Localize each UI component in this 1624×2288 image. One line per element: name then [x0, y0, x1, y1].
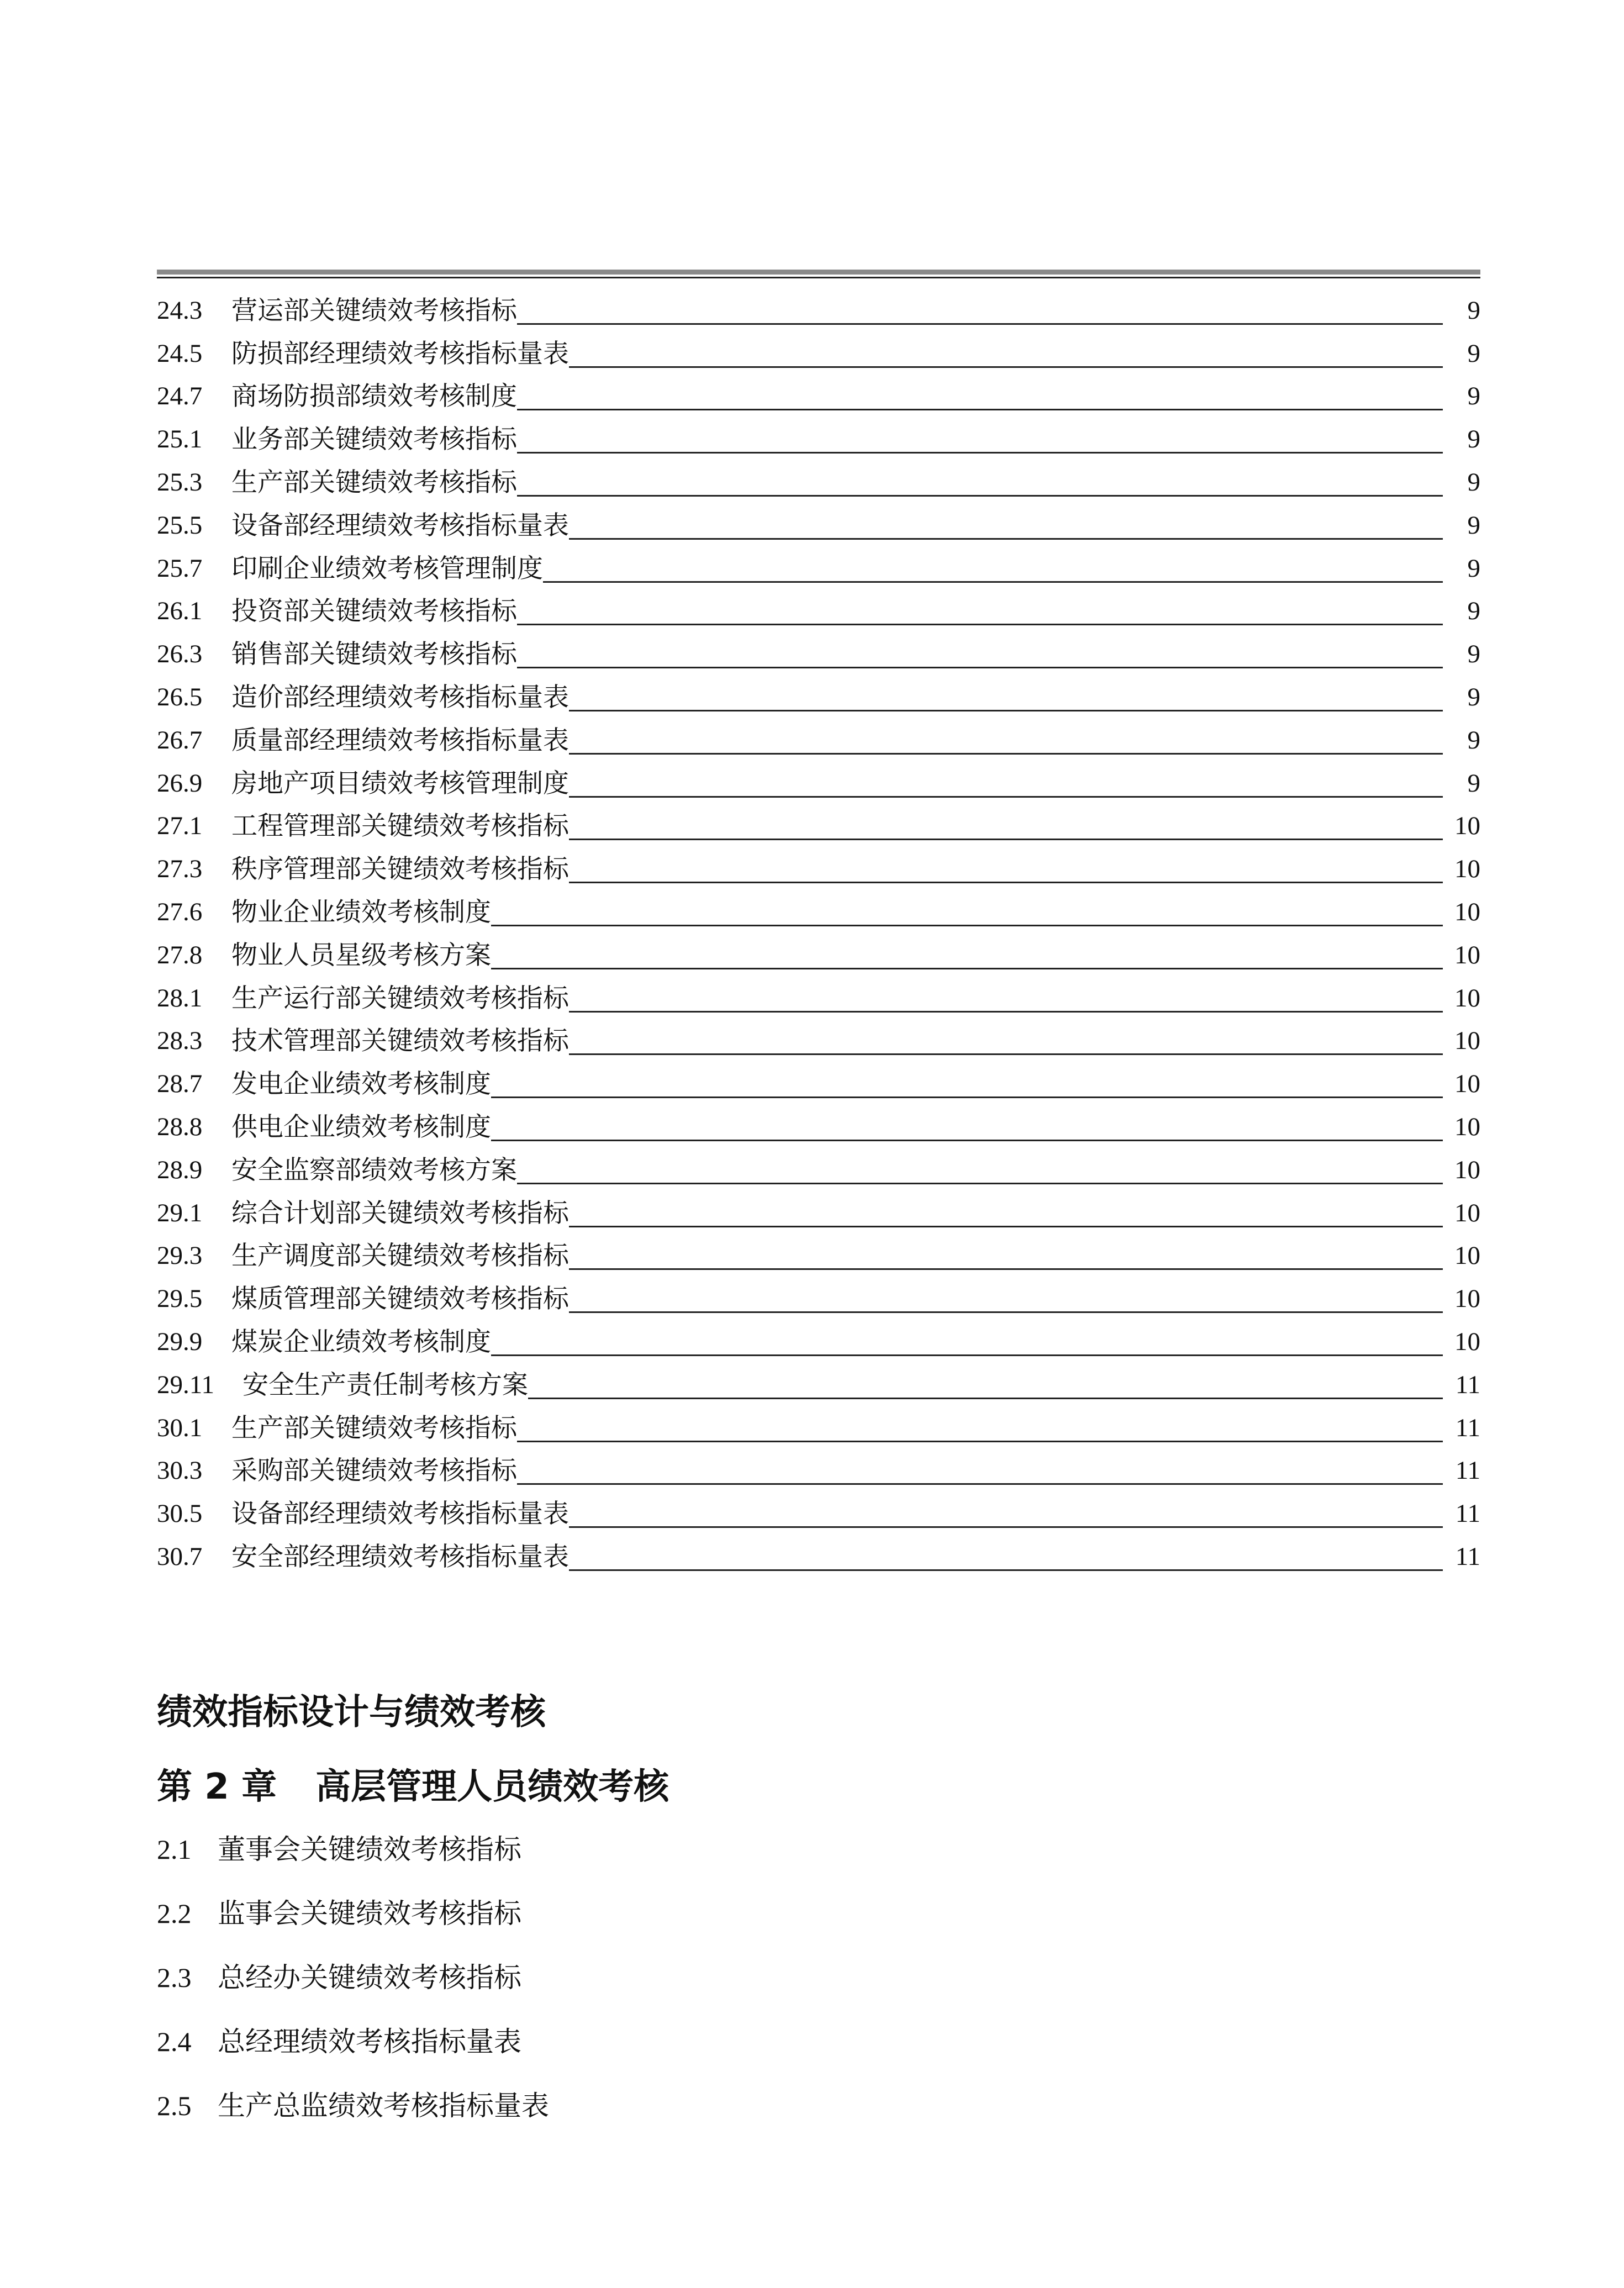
toc-entry-number: 27.3	[157, 855, 203, 884]
toc-entry-page: 10	[1454, 1069, 1480, 1099]
header-rule-thin	[157, 277, 1480, 278]
section-number: 2.3	[157, 1962, 192, 1993]
toc-entry[interactable]	[157, 888, 1480, 931]
toc-entry[interactable]	[157, 716, 1480, 759]
toc-entry[interactable]	[157, 286, 1480, 329]
toc-entry-number: 26.1	[157, 597, 203, 626]
toc-entry-title: 生产调度部关键绩效考核指标	[231, 1241, 569, 1272]
toc-entry-number: 30.7	[157, 1542, 203, 1571]
section-item	[157, 2089, 1480, 2153]
toc-entry-number: 24.7	[157, 382, 203, 411]
section-title: 总经办关键绩效考核指标	[218, 1962, 521, 1994]
toc-entry-title: 业务部关键绩效考核指标	[231, 424, 517, 455]
toc-leader-line	[517, 1183, 1443, 1184]
toc-entry-page: 10	[1454, 1198, 1480, 1227]
toc-entry-number: 30.3	[157, 1456, 203, 1485]
toc-entry-number: 27.8	[157, 940, 203, 969]
toc-entry[interactable]	[157, 630, 1480, 673]
toc-entry-page: 9	[1467, 339, 1480, 368]
toc-entry-title: 安全生产责任制考核方案	[242, 1369, 528, 1400]
toc-entry[interactable]	[157, 1361, 1480, 1404]
toc-entry-number: 28.7	[157, 1069, 203, 1099]
toc-entry[interactable]	[157, 1146, 1480, 1189]
toc-entry-title: 发电企业绩效考核制度	[231, 1069, 491, 1100]
toc-entry-title: 商场防损部绩效考核制度	[231, 381, 517, 412]
toc-entry-number: 24.3	[157, 296, 203, 325]
toc-entry-number: 29.3	[157, 1241, 203, 1270]
toc-entry-page: 11	[1455, 1499, 1480, 1528]
toc-entry-page: 9	[1467, 682, 1480, 711]
section-title: 监事会关键绩效考核指标	[218, 1897, 521, 1929]
toc-entry[interactable]	[157, 458, 1480, 501]
toc-entry-page: 10	[1454, 855, 1480, 884]
toc-entry-title: 物业人员星级考核方案	[231, 940, 491, 971]
toc-leader-line	[491, 925, 1443, 926]
toc-entry-page: 9	[1467, 725, 1480, 755]
toc-entry[interactable]	[157, 1274, 1480, 1317]
toc-entry-number: 25.1	[157, 425, 203, 454]
toc-entry-page: 11	[1455, 1542, 1480, 1571]
toc-entry-title: 生产部关键绩效考核指标	[231, 467, 517, 498]
toc-entry-title: 设备部经理绩效考核指标量表	[231, 1499, 569, 1530]
toc-entry[interactable]	[157, 1447, 1480, 1490]
toc-entry-title: 生产运行部关键绩效考核指标	[231, 983, 569, 1014]
toc-entry-title: 销售部关键绩效考核指标	[231, 639, 517, 670]
toc-entry-title: 安全监察部绩效考核方案	[231, 1154, 517, 1185]
toc-entry[interactable]	[157, 587, 1480, 630]
toc-leader-line	[517, 323, 1443, 325]
toc-leader-line	[528, 1398, 1443, 1399]
toc-leader-line	[543, 581, 1443, 583]
toc-entry-page: 10	[1454, 1284, 1480, 1314]
section-number: 2.5	[157, 2090, 192, 2121]
toc-entry-number: 29.9	[157, 1327, 203, 1356]
toc-leader-line	[569, 1526, 1443, 1528]
book-title: 绩效指标设计与绩效考核	[157, 1692, 546, 1733]
toc-leader-line	[569, 882, 1443, 883]
section-title: 生产总监绩效考核指标量表	[218, 2090, 549, 2122]
toc-entry-page: 10	[1454, 983, 1480, 1013]
toc-entry-title: 印刷企业绩效考核管理制度	[231, 553, 543, 584]
toc-entry-number: 26.5	[157, 682, 203, 711]
section-title: 董事会关键绩效考核指标	[218, 1833, 521, 1865]
toc-entry-number: 28.8	[157, 1112, 203, 1141]
toc-entry-page: 9	[1467, 382, 1480, 411]
toc-entry-title: 投资部关键绩效考核指标	[231, 596, 517, 627]
toc-leader-line	[517, 409, 1443, 410]
toc-entry[interactable]	[157, 329, 1480, 372]
toc-leader-line	[517, 1483, 1443, 1485]
toc-entry-page: 11	[1455, 1456, 1480, 1485]
toc-entry[interactable]	[157, 415, 1480, 458]
toc-entry-number: 29.5	[157, 1284, 203, 1314]
toc-entry-page: 10	[1454, 1112, 1480, 1141]
toc-entry-page: 10	[1454, 1327, 1480, 1356]
toc-entry-page: 9	[1467, 640, 1480, 669]
toc-leader-line	[491, 1096, 1443, 1098]
toc-entry-page: 10	[1454, 940, 1480, 969]
chapter-number: 第 2 章	[157, 1767, 277, 1807]
toc-leader-line	[569, 710, 1443, 711]
toc-entry-title: 物业企业绩效考核制度	[231, 897, 491, 927]
toc-entry-number: 26.9	[157, 768, 203, 798]
toc-entry-page: 11	[1455, 1370, 1480, 1399]
toc-entry-number: 25.7	[157, 553, 203, 583]
section-item	[157, 1961, 1480, 2025]
toc-entry[interactable]	[157, 673, 1480, 716]
table-of-contents	[157, 286, 1480, 1575]
toc-leader-line	[491, 1354, 1443, 1356]
section-title: 总经理绩效考核指标量表	[218, 2026, 521, 2058]
toc-entry-title: 秩序管理部关键绩效考核指标	[231, 854, 569, 885]
toc-entry-number: 27.1	[157, 811, 203, 841]
header-rule-thick	[157, 270, 1480, 275]
toc-entry-title: 房地产项目绩效考核管理制度	[231, 768, 569, 799]
toc-entry-number: 28.3	[157, 1026, 203, 1056]
toc-entry-number: 26.7	[157, 725, 203, 755]
toc-leader-line	[517, 495, 1443, 497]
toc-entry-number: 24.5	[157, 339, 203, 368]
toc-entry-number: 25.5	[157, 510, 203, 540]
toc-entry-title: 营运部关键绩效考核指标	[231, 295, 517, 326]
toc-entry-title: 煤质管理部关键绩效考核指标	[231, 1284, 569, 1315]
toc-leader-line	[569, 538, 1443, 540]
toc-entry-title: 安全部经理绩效考核指标量表	[231, 1541, 569, 1572]
toc-entry-page: 9	[1467, 425, 1480, 454]
toc-leader-line	[517, 667, 1443, 668]
toc-entry-number: 27.6	[157, 897, 203, 926]
toc-entry-page: 9	[1467, 510, 1480, 540]
toc-entry[interactable]	[157, 759, 1480, 802]
chapter-heading	[157, 1758, 669, 1809]
toc-entry[interactable]	[157, 1404, 1480, 1447]
toc-entry-title: 设备部经理绩效考核指标量表	[231, 510, 569, 541]
toc-entry-number: 26.3	[157, 640, 203, 669]
toc-leader-line	[569, 839, 1443, 840]
toc-entry-page: 10	[1454, 1241, 1480, 1270]
toc-leader-line	[569, 1226, 1443, 1227]
toc-entry[interactable]	[157, 974, 1480, 1017]
toc-entry-number: 29.11	[157, 1370, 215, 1399]
section-item	[157, 1897, 1480, 1961]
toc-entry-page: 9	[1467, 768, 1480, 798]
toc-entry[interactable]	[157, 1232, 1480, 1275]
toc-entry-page: 10	[1454, 1155, 1480, 1184]
toc-entry-title: 综合计划部关键绩效考核指标	[231, 1198, 569, 1229]
toc-leader-line	[569, 1311, 1443, 1313]
toc-entry-title: 技术管理部关键绩效考核指标	[231, 1026, 569, 1057]
toc-entry-title: 供电企业绩效考核制度	[231, 1111, 491, 1142]
toc-entry-number: 30.1	[157, 1413, 203, 1442]
toc-entry-title: 采购部关键绩效考核指标	[231, 1456, 517, 1486]
toc-entry-number: 30.5	[157, 1499, 203, 1528]
toc-entry[interactable]	[157, 931, 1480, 974]
toc-entry-page: 10	[1454, 811, 1480, 841]
toc-entry-page: 9	[1467, 597, 1480, 626]
toc-entry-title: 工程管理部关键绩效考核指标	[231, 811, 569, 842]
toc-entry[interactable]	[157, 544, 1480, 587]
toc-leader-line	[569, 753, 1443, 755]
toc-entry[interactable]	[157, 372, 1480, 415]
toc-entry[interactable]	[157, 802, 1480, 845]
toc-entry-title: 防损部经理绩效考核指标量表	[231, 338, 569, 369]
toc-leader-line	[569, 1011, 1443, 1013]
toc-entry-title: 质量部经理绩效考核指标量表	[231, 725, 569, 756]
toc-entry-number: 28.9	[157, 1155, 203, 1184]
toc-leader-line	[517, 624, 1443, 625]
toc-entry[interactable]	[157, 1189, 1480, 1232]
toc-entry-number: 25.3	[157, 467, 203, 497]
header-rule	[157, 270, 1480, 280]
toc-entry[interactable]	[157, 501, 1480, 544]
section-number: 2.4	[157, 2026, 192, 2057]
toc-leader-line	[491, 1140, 1443, 1141]
toc-leader-line	[569, 366, 1443, 368]
section-number: 2.1	[157, 1834, 192, 1865]
toc-entry[interactable]	[157, 1532, 1480, 1575]
toc-entry-title: 煤炭企业绩效考核制度	[231, 1326, 491, 1357]
toc-leader-line	[569, 796, 1443, 798]
toc-entry-page: 9	[1467, 467, 1480, 497]
toc-entry-number: 28.1	[157, 983, 203, 1013]
toc-entry-page: 9	[1467, 553, 1480, 583]
section-list	[157, 1833, 1480, 2153]
toc-leader-line	[569, 1569, 1443, 1571]
toc-leader-line	[569, 1053, 1443, 1055]
toc-entry[interactable]	[157, 1317, 1480, 1361]
toc-entry-page: 9	[1467, 296, 1480, 325]
toc-entry-title: 造价部经理绩效考核指标量表	[231, 682, 569, 713]
toc-entry-page: 11	[1455, 1413, 1480, 1442]
toc-entry-page: 10	[1454, 1026, 1480, 1056]
toc-leader-line	[569, 1268, 1443, 1270]
toc-leader-line	[517, 1441, 1443, 1442]
chapter-title: 高层管理人员绩效考核	[315, 1767, 669, 1807]
section-item	[157, 2025, 1480, 2089]
toc-entry-number: 29.1	[157, 1198, 203, 1227]
toc-entry-page: 10	[1454, 897, 1480, 926]
toc-leader-line	[491, 968, 1443, 969]
section-item	[157, 1833, 1480, 1897]
toc-entry[interactable]	[157, 1103, 1480, 1146]
toc-entry-title: 生产部关键绩效考核指标	[231, 1412, 517, 1443]
toc-entry[interactable]	[157, 1059, 1480, 1103]
section-number: 2.2	[157, 1898, 192, 1929]
toc-leader-line	[517, 452, 1443, 454]
toc-entry[interactable]	[157, 1489, 1480, 1532]
toc-entry[interactable]	[157, 845, 1480, 888]
toc-entry[interactable]	[157, 1017, 1480, 1060]
